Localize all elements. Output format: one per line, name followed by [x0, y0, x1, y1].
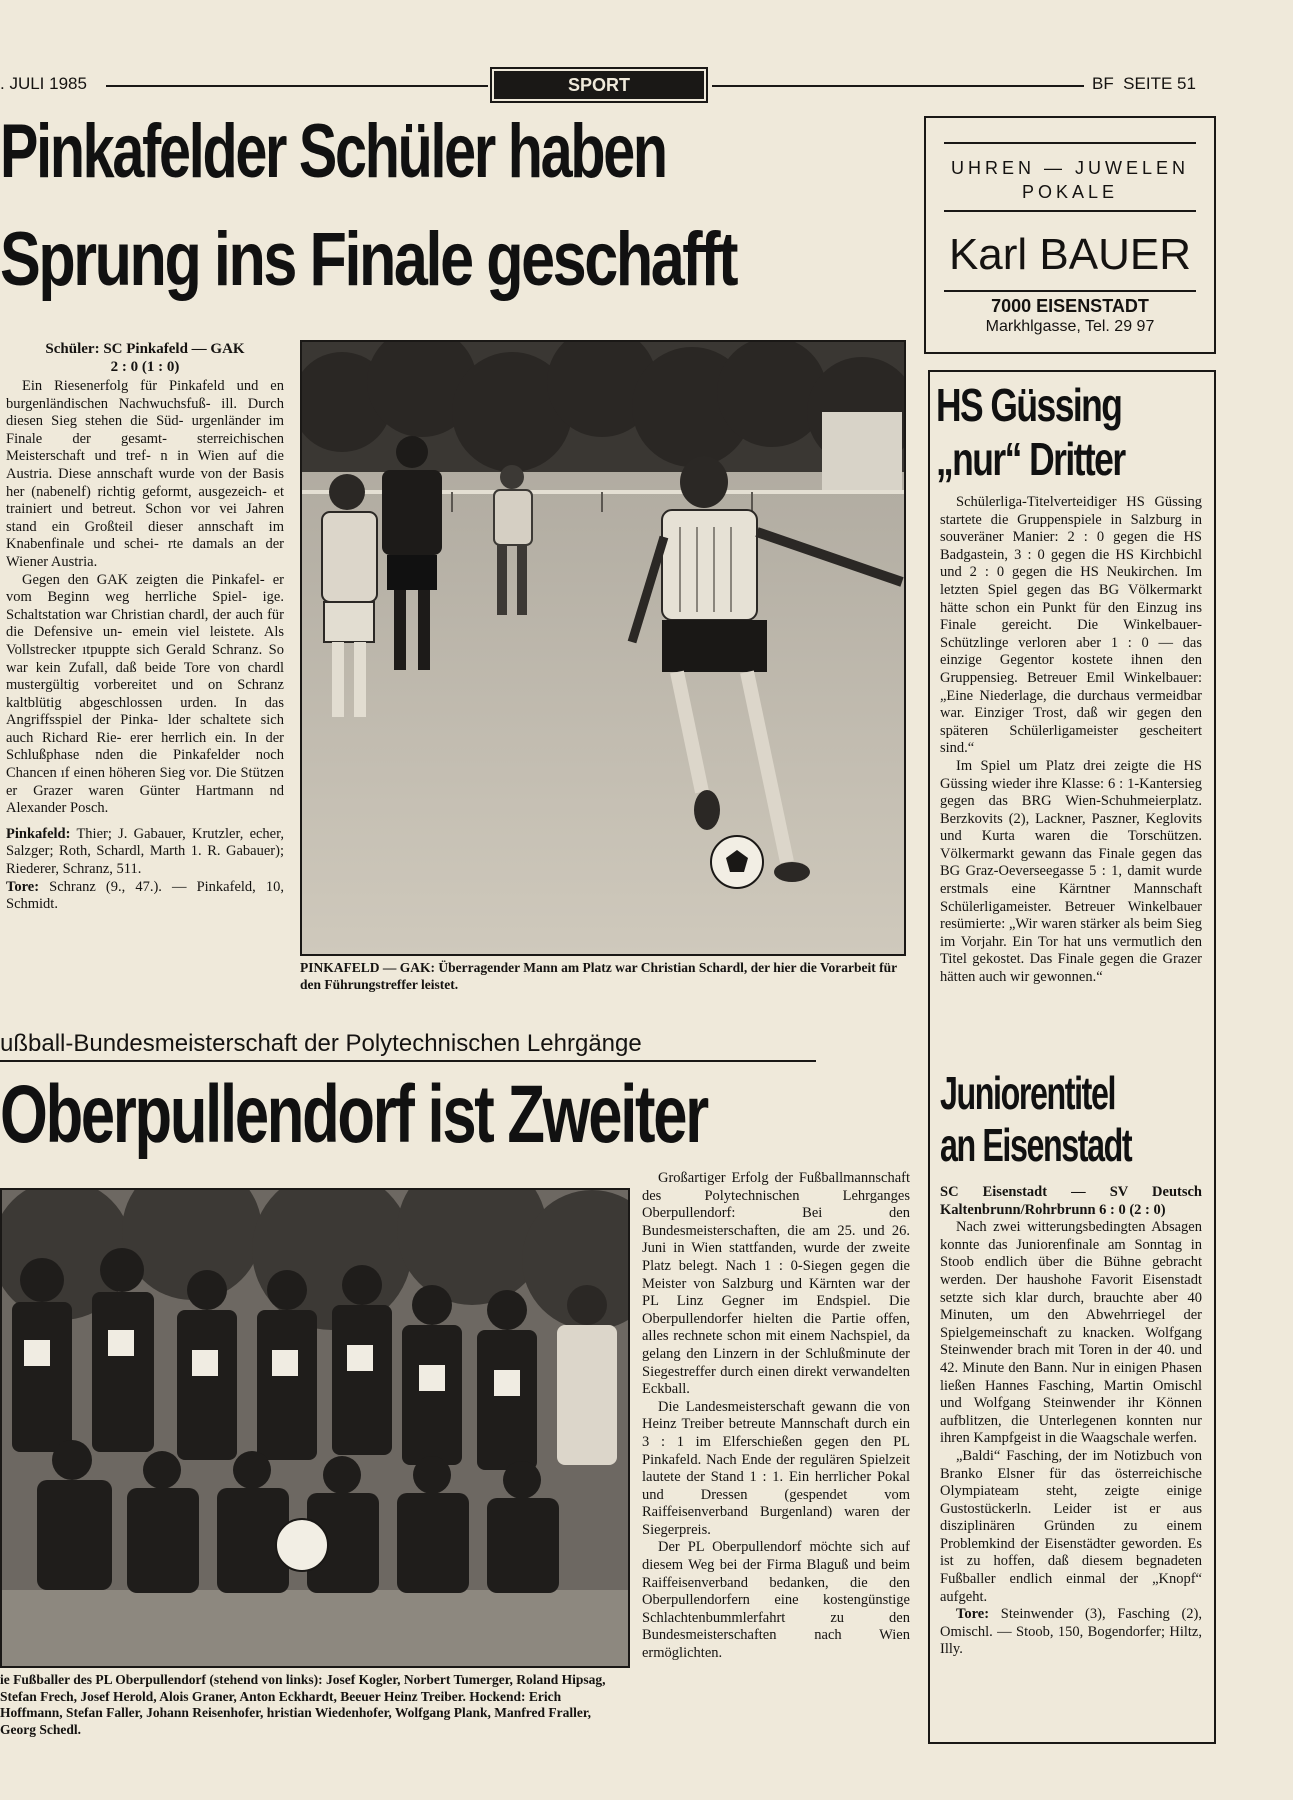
- article1-body: [6, 378, 284, 914]
- date-line: . JULI 1985: [0, 74, 87, 93]
- lineup: [6, 826, 284, 879]
- goals: [6, 879, 284, 914]
- article4-goals-text: Steinwender (3), Fasching (2), Omischl. — Stoob, 150, Bogendorfer; Hiltz, Illy.: [940, 1606, 1202, 1658]
- ad-rule-top: [944, 142, 1196, 144]
- article1-paragraph: Ein Riesenerfolg für Pinkafeld und en burgenländischen Nachwuchsfuß- ill. Durch diesen Sieg stehen die Süd- urgenländer im Finale der gesamt- sterreichischen Meisterschaft und tref- n in Wien auf die Austria. Diese annschaft wurde von der Basis her (nabenelf) richtig geformt, ausgezeich- et trainiert und betreut. Schon vor vei Jahren stand ein Großteil dieser annschaft im Knabenfinale und schei- rte damals an der Wiener Austria.: [6, 378, 284, 570]
- section-label: SPORT: [494, 71, 704, 99]
- headline-guessing-line2: „nur“ Dritter: [936, 433, 1125, 485]
- article2-paragraph: Im Spiel um Platz drei zeigte die HS Güssing wieder ihre Klasse: 6 : 1-Kantersieg gegen das BRG Wien-Schuhmeierplatz. Berzkovits (2), Lackner, Paszner, Keglovits und Kurta waren die Torschützen. Völkermarkt gewann das Finale gegen das BG Graz-Oeverseegasse 5 : 1, damit wurde erstmals eine Kärntner Mannschaft Schülerligameister. Betreuer Winkelbauer resümierte: „Wir waren stärker als beim Sieg im Vorjahr. Ein Tor hat uns vermutlich den Titel gekostet. Das Finale gegen die Grazer hätten auch wir gewonnen.“: [940, 757, 1202, 986]
- article3-paragraph: Großartiger Erfolg der Fußballmannschaft des Polytechnischen Lehrganges Oberpullendorf: Bei den Bundesmeisterschaften, die am 25. und 26. Juni in Wien stattfanden, wurde der zweite Platz belegt. Nach 1 : 0-Siegen gegen die Meister von Salzburg und Kärnten war der PL Linz Gegner im Endspiel. Die Oberpullendorfer hielten die Partie offen, alles rechnete schon mit einem Nachspiel, da gelang den Linzern in der Schlußminute der Siegestreffer durch einen direkt verwandelten Eckball.: [642, 1170, 910, 1398]
- article2-paragraph: Schülerliga-Titelverteidiger HS Güssing startete die Gruppenspiele in Salzburg in souveräner Manier: 2 : 0 gegen die HS Badgastein, 3 : 0 gegen die HS Kirchbichl und 2 : 0 gegen die HS Neukirchen. Im letzten Spiel gegen das BG Völkermarkt hätte schon ein Punkt für den Einzug ins Finale gereicht. Die Winkelbauer-Schützlinge verloren aber 1 : 0 — das einzige Gegentor kostete ihnen den Gruppensieg. Betreuer Emil Winkelbauer: „Eine Niederlage, die durchaus vermeidbar war. Einziger Trost, daß wir gegen den späteren Schülerligameister gescheitert sind.“: [940, 494, 1202, 757]
- article4-goals: [940, 1606, 1202, 1659]
- article3-body: [642, 1170, 910, 1663]
- headline-pinkafeld-line2: Sprung ins Finale geschafft: [0, 217, 737, 302]
- match-photo: [300, 340, 906, 956]
- headline-junioren-line1: Juniorentitel: [940, 1067, 1116, 1119]
- headline-guessing-line1: HS Güssing: [936, 379, 1122, 431]
- ad-rule-bottom: [944, 290, 1196, 292]
- article4-match: SC Eisenstadt — SV Deutsch Kaltenbrunn/Rohrbrunn 6 : 0 (2 : 0): [940, 1184, 1202, 1218]
- article4-paragraph: „Baldi“ Fasching, der im Notizbuch von Branko Elsner für das österreichische Olympiateam steht, zeigte einige Gustostückerln. Leider ist er aus disziplinären Gründen zu einem Problemkind der Eisenstädter geworden. Es ist zu hoffen, daß diesem begnadeten Fußballer endlich einmal der „Knopf“ aufgeht.: [940, 1447, 1202, 1605]
- headline-pinkafeld-line1: Pinkafelder Schüler haben: [0, 109, 666, 194]
- match-photo-caption: PINKAFELD — GAK: Überragender Mann am Platz war Christian Schardl, der hier die Vorarbeit für den Führungstreffer leistet.: [300, 960, 897, 992]
- page-number: BF SEITE 51: [1092, 74, 1196, 93]
- goals-text: Schranz (9., 47.). — Pinkafeld, 10, Schmidt.: [6, 878, 284, 913]
- team-photo: [0, 1188, 630, 1668]
- ad-city: 7000 EISENSTADT: [991, 296, 1149, 316]
- article4-goals-label: Tore:: [956, 1606, 990, 1623]
- article3-kicker: ußball-Bundesmeisterschaft der Polytechnischen Lehrgänge: [0, 1030, 642, 1057]
- match-photo-image: [302, 342, 904, 954]
- goals-label: Tore:: [6, 878, 40, 895]
- masthead-rule-right: [712, 85, 1084, 87]
- article1-text-column: [6, 340, 284, 914]
- lineup-label: Pinkafeld:: [6, 825, 71, 842]
- article3-paragraph: Der PL Oberpullendorf möchte sich auf diesem Weg bei der Firma Blaguß und beim Raiffeisenverband bedanken, die den Oberpullendorfern eine kostengünstige Schlachtenbummlerfahrt zu den Bundesmeisterschaften nach Wien ermöglichten.: [642, 1539, 910, 1662]
- ad-address: Markhlgasse, Tel. 29 97: [985, 318, 1155, 335]
- team-photo-image: [2, 1190, 628, 1666]
- article3-paragraph: Die Landesmeisterschaft gewann die von Heinz Treiber betreute Mannschaft durch ein 3 : 1 im Elferschießen gegen den PL Pinkafeld. Nach Ende der regulären Spielzeit lautete der Stand 1 : 1. Ein herrlicher Pokal und Dressen (gespendet vom Raiffeisenverband Burgenland) waren der Siegerpreis.: [642, 1398, 910, 1538]
- team-photo-caption: ie Fußballer des PL Oberpullendorf (stehend von links): Josef Kogler, Norbert Tumerger, Roland Hipsag, Stefan Frech, Josef Herold, Alois Graner, Anton Eckhardt, Beeuer Heinz Treiber. Hockend: Erich Hoffmann, Stefan Faller, Johann Reisenhofer, hristian Wiedenhofer, Wolfgang Plank, Manfred Fraller, Georg Schedl.: [0, 1672, 606, 1737]
- kicker-underline: [0, 1060, 816, 1062]
- ad-line1: UHREN — JUWELEN: [950, 158, 1189, 178]
- match-header: Schüler: SC Pinkafeld — GAK: [45, 341, 245, 357]
- article4-paragraph: Nach zwei witterungsbedingten Absagen konnte das Juniorenfinale am Sonntag in Stoob endlich über die Bühne gebracht werden. Der haushohe Favorit Eisenstadt setzte sich klar durch, brauchte aber 40 Minuten, um den Abwehrriegel der Spielgemeinschaft zu knacken. Wolfgang Steinwender brach mit Toren in der 40. und 42. Minute den Bann. Nur in einigen Phasen ließen Hannes Fasching, Martin Omischl und Wolfgang Steinwender ihr Können aufblitzen, die Unterlegenen konnten nur ihren Kampfgeist in die Waagschale werfen.: [940, 1219, 1202, 1447]
- ad-line2: POKALE: [1021, 182, 1119, 202]
- headline-junioren-line2: an Eisenstadt: [940, 1119, 1132, 1171]
- article1-paragraph: Gegen den GAK zeigten die Pinkafel- er vom Beginn weg herrliche Spiel- ige. Schaltstation war Christian chardl, der auch für die Defensive un- emein viel leistete. Als Vollstrecker ıtpuppte sich Gerald Schranz. So war kein Zufall, daß beide Tore von chardl mustergültig vorbereitet und on Schranz kaltblütig abgeschlossen urden. In das Angriffsspiel der Pinka- lder schaltete sich auch Richard Rie- erer herrlich ein. In der Schlußphase nden die Pinkafelder noch Chancen ıf einen höheren Sieg vor. Die Stützen er Grazer waren Günter Hartmann nd Alexander Posch.: [6, 571, 284, 817]
- ad-rule-mid: [944, 210, 1196, 212]
- match-score: 2 : 0 (1 : 0): [110, 359, 180, 375]
- headline-oberpullendorf: Oberpullendorf ist Zweiter: [0, 1069, 707, 1160]
- ad-name: Karl BAUER: [948, 230, 1192, 279]
- jeweler-ad: [924, 116, 1216, 354]
- article2-body: [940, 494, 1202, 987]
- lineup-text: Thier; J. Gabauer, Krutzler, echer, Salzger; Roth, Schardl, Marth 1. R. Gabauer); Riederer, Schranz, 511.: [6, 825, 284, 878]
- article4-body: [940, 1184, 1202, 1659]
- masthead-rule-left: [106, 85, 488, 87]
